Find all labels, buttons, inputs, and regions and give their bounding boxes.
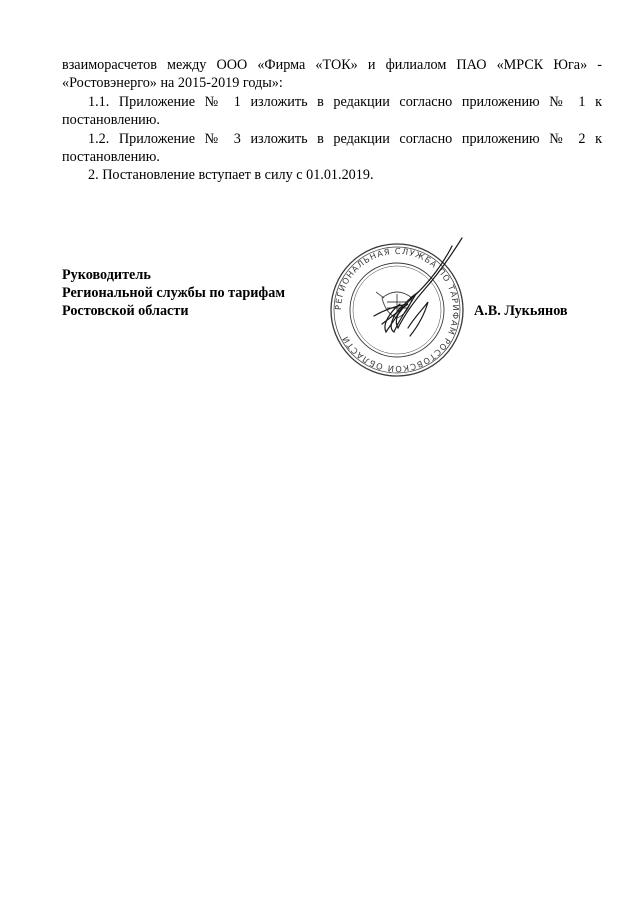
- signatory-title: [62, 266, 285, 320]
- signatory-title-line: Ростовской области: [62, 303, 189, 319]
- paragraph-item-2: 2. Постановление вступает в силу с 01.01.2019.: [88, 167, 374, 184]
- paragraph-continuation: взаиморасчетов между ООО «Фирма «ТОК» и филиалом ПАО «МРСК Юга» - «Ростовэнерго» на 2015-2019 годы»:: [62, 57, 602, 92]
- official-seal-with-signature: [312, 232, 482, 380]
- paragraph-item-1-2: 1.2. Приложение № 3 изложить в редакции согласно приложению № 2 к постановлению.: [62, 130, 602, 166]
- seal-text: РЕГИОНАЛЬНАЯ СЛУЖБА ПО ТАРИФАМ РОСТОВСКОЙ ОБЛАСТИ: [332, 245, 462, 375]
- paragraph-item-1-1: 1.1. Приложение № 1 изложить в редакции согласно приложению № 1 к постановлению.: [62, 93, 602, 129]
- document-body: [62, 56, 602, 185]
- signatory-title-line: Региональной службы по тарифам: [62, 285, 286, 301]
- signatory-title-line: Руководитель: [62, 267, 151, 283]
- signer-name: А.В. Лукьянов: [474, 303, 568, 319]
